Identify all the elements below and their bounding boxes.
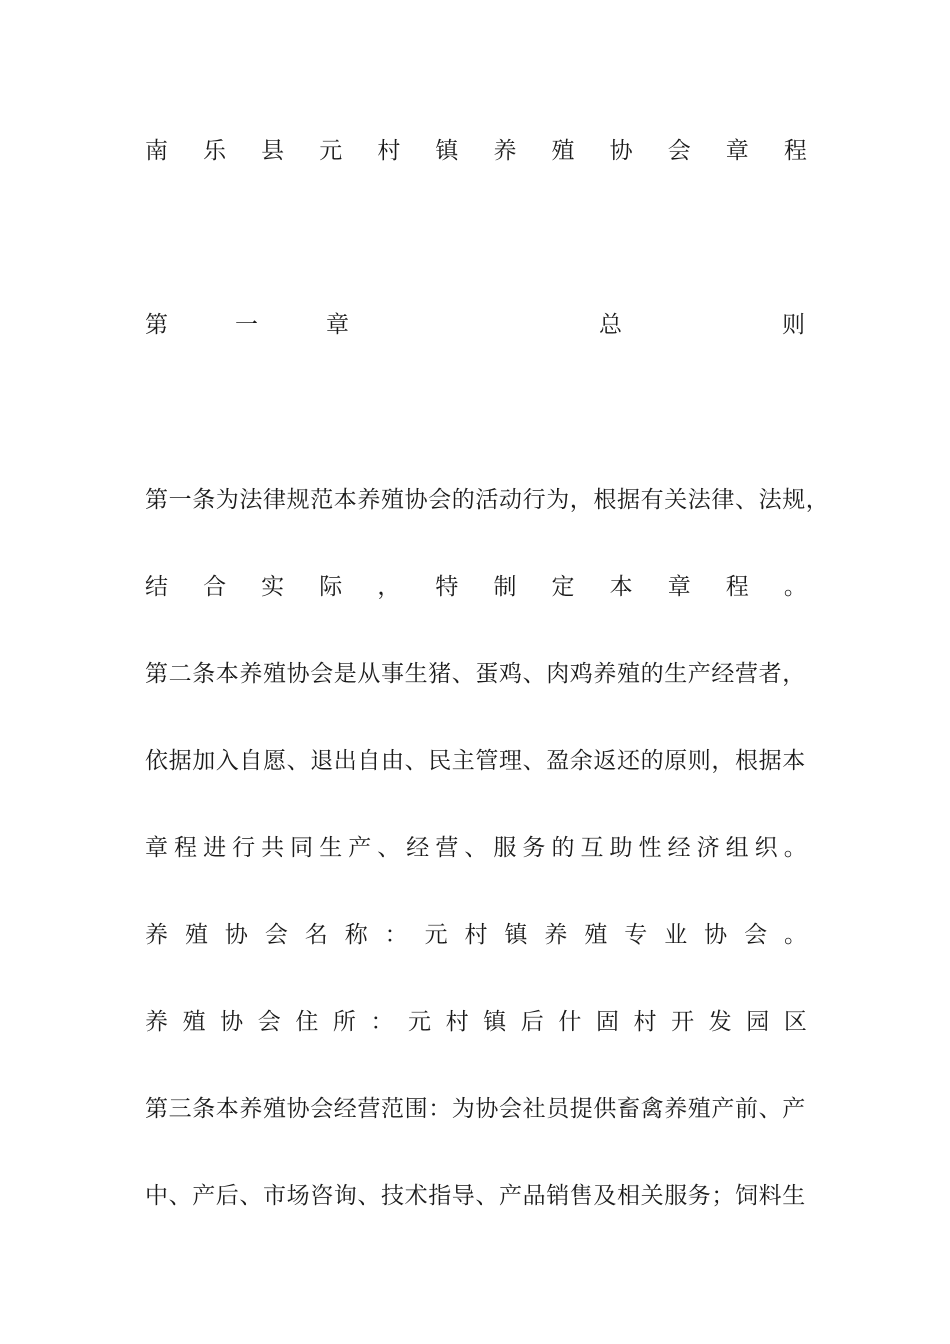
association-address-line (145, 1002, 807, 1042)
text-char: 会 (744, 922, 768, 948)
text-char: 发 (708, 1009, 732, 1035)
text-char: 进 (203, 835, 227, 861)
text-char: 际 (319, 574, 343, 600)
article-3-line-1: 第三条本养殖协会经营范围：为协会社员提供畜禽养殖产前、产 (145, 1096, 806, 1122)
text-char: 元 (408, 1009, 432, 1035)
text-char: 营 (435, 835, 459, 861)
chapter-heading (145, 305, 807, 345)
article-1-line-2 (145, 567, 807, 607)
text-char: 村 (464, 922, 488, 948)
text-char: 行 (232, 835, 256, 861)
text-char: 区 (783, 1009, 807, 1035)
text-char: 县 (261, 138, 285, 164)
text-char: 殖 (584, 922, 608, 948)
text-char: 制 (493, 574, 517, 600)
text-char: 的 (551, 835, 575, 861)
text-char: 所 (332, 1009, 356, 1035)
text-char: 乐 (203, 138, 227, 164)
text-char: 镇 (483, 1009, 507, 1035)
article-2-line-2: 依据加入自愿、退出自由、民主管理、盈余返还的原则，根据本 (145, 748, 806, 774)
text-char: 、 (377, 835, 401, 861)
text-char: 殖 (182, 1009, 206, 1035)
text-char: 章 (725, 138, 749, 164)
text-char: 名 (304, 922, 328, 948)
text-char: 协 (220, 1009, 244, 1035)
text-char: 务 (522, 835, 546, 861)
text-char: 镇 (435, 138, 459, 164)
text-char: 特 (435, 574, 459, 600)
text-char: 殖 (184, 922, 208, 948)
text-char: 养 (493, 138, 517, 164)
text-char: 互 (580, 835, 604, 861)
document-title (145, 131, 807, 171)
text-char: 济 (696, 835, 720, 861)
text-char: 合 (203, 574, 227, 600)
text-char: 程 (174, 835, 198, 861)
text-char: 会 (264, 922, 288, 948)
text-char: 后 (520, 1009, 544, 1035)
text-char: 织 (754, 835, 778, 861)
text-char: 镇 (504, 922, 528, 948)
text-char: 助 (609, 835, 633, 861)
text-char: 。 (783, 574, 807, 600)
article-2-line-3 (145, 828, 807, 868)
text-char: 住 (295, 1009, 319, 1035)
text-char: 养 (145, 922, 168, 948)
text-char: 养 (145, 1009, 168, 1035)
text-char: 南 (145, 138, 168, 164)
text-char: 元 (319, 138, 343, 164)
text-char: 园 (746, 1009, 770, 1035)
article-1-line-1: 第一条为法律规范本养殖协会的活动行为，根据有关法律、法规， (145, 487, 830, 513)
text-char: 生 (319, 835, 343, 861)
text-char: 协 (224, 922, 248, 948)
text-char: 业 (664, 922, 688, 948)
text-char: 章 (667, 574, 691, 600)
association-name-line (145, 915, 807, 955)
text-char: 性 (638, 835, 662, 861)
chapter-char: 一 (235, 312, 258, 338)
chapter-char: 总 (599, 312, 622, 338)
text-char: 会 (667, 138, 691, 164)
text-char: 会 (257, 1009, 281, 1035)
text-char: 固 (595, 1009, 619, 1035)
text-char: 、 (464, 835, 488, 861)
article-2-line-1: 第二条本养殖协会是从事生猪、蛋鸡、肉鸡养殖的生产经营者， (145, 661, 806, 687)
text-char: 元 (424, 922, 448, 948)
chapter-char: 章 (326, 312, 349, 338)
chapter-char: 第 (145, 312, 168, 338)
text-char: ： (370, 1009, 394, 1035)
text-char: 本 (609, 574, 633, 600)
text-char: 章 (145, 835, 168, 861)
text-char: 服 (493, 835, 517, 861)
text-char: 什 (558, 1009, 582, 1035)
text-char: 程 (783, 138, 807, 164)
text-char: 专 (624, 922, 648, 948)
text-char: 。 (784, 922, 807, 948)
text-char: 共 (261, 835, 285, 861)
text-char: 开 (671, 1009, 695, 1035)
text-char: 经 (406, 835, 430, 861)
text-char: 协 (609, 138, 633, 164)
text-char: ： (384, 922, 408, 948)
chapter-char: 则 (782, 312, 805, 338)
text-char: 。 (783, 835, 807, 861)
text-char: 养 (544, 922, 568, 948)
text-char: 同 (290, 835, 314, 861)
text-char: 村 (633, 1009, 657, 1035)
article-3-line-2: 中、产后、市场咨询、技术指导、产品销售及相关服务；饲料生 (145, 1183, 806, 1209)
text-char: 组 (725, 835, 749, 861)
text-char: 结 (145, 574, 168, 600)
text-char: 协 (704, 922, 728, 948)
text-char: 村 (377, 138, 401, 164)
text-char: ， (377, 574, 401, 600)
text-char: 实 (261, 574, 285, 600)
text-char: 称 (344, 922, 368, 948)
text-char: 程 (725, 574, 749, 600)
text-char: 产 (348, 835, 372, 861)
text-char: 村 (445, 1009, 469, 1035)
text-char: 定 (551, 574, 575, 600)
text-char: 殖 (551, 138, 575, 164)
text-char: 经 (667, 835, 691, 861)
